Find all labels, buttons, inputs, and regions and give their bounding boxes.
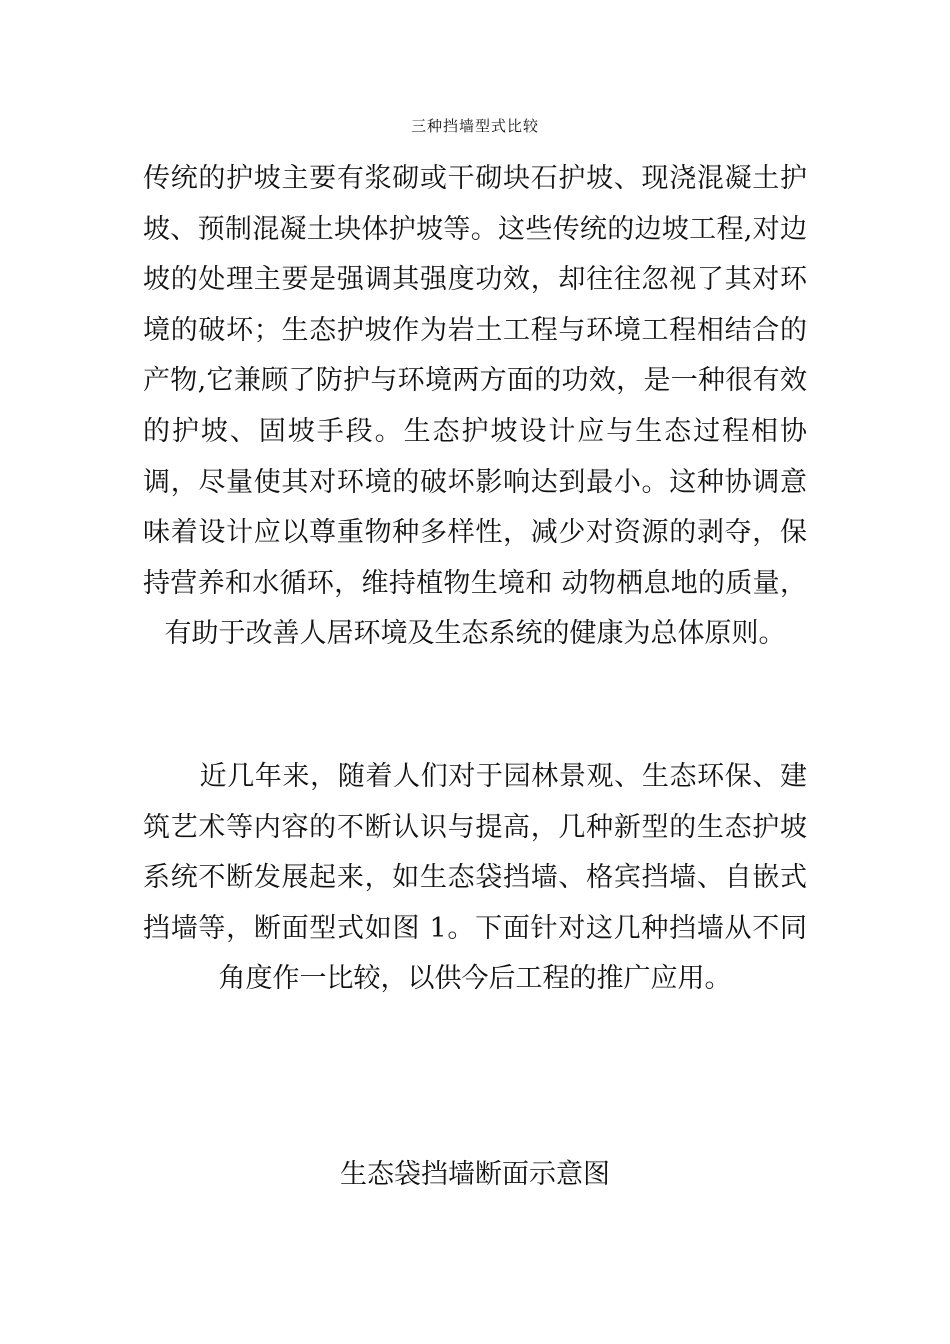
paragraph-1-text: 传统的护坡主要有浆砌或干砌块石护坡、现浇混凝土护坡、预制混凝土块体护坡等。这些传统的边坡工程,对边坡的处理主要是强调其强度功效，却往往忽视了其对环境的破坏；生态护坡作为岩土工程与环境工程相结合的产物,它兼顾了防护与环境两方面的功效，是一种很有效的护坡、固坡手段。生态护坡设计应与生态过程相协调，尽量使其对环境的破坏影响达到最小。这种协调意味着设计应以尊重物种多样性，减少对资源的剥夺，保持营养和水循环，维持植物生境和 动物栖息地的质量，有助于改善人居环境及生态系统的健康为总体原则。 xyxy=(143,163,807,650)
figure-caption: 生态袋挡墙断面示意图 xyxy=(340,1159,610,1190)
running-header: 三种挡墙型式比较 xyxy=(410,117,539,135)
paragraph-2-text: 近几年来，随着人们对于园林景观、生态环保、建筑艺术等内容的不断认识与提高，几种新型的生态护坡系统不断发展起来，如生态袋挡墙、格宾挡墙、自嵌式挡墙等，断面型式如图 1。下面针对这几种挡墙从不同角度作一比较，以供今后工程的推广应用。 xyxy=(143,761,807,995)
paragraph-2 xyxy=(143,752,807,1005)
paragraph-1 xyxy=(143,154,807,660)
